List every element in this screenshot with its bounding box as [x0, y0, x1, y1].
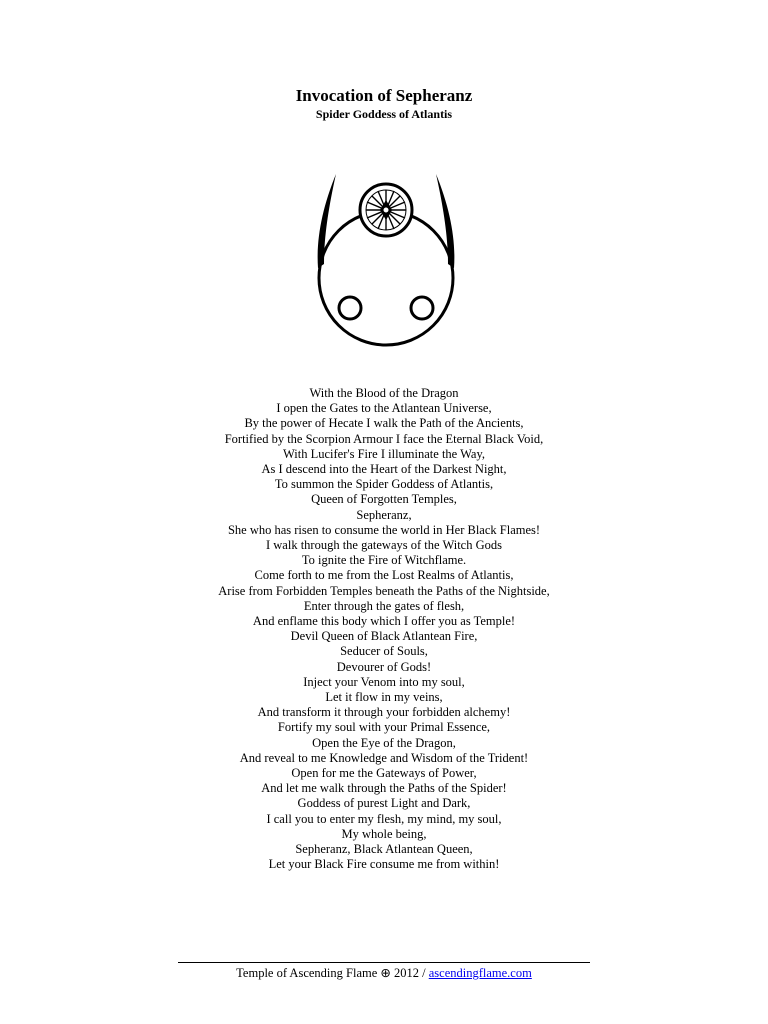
footer-symbol: ⊕ [380, 966, 391, 980]
poem-line: By the power of Hecate I walk the Path of the Ancients, [244, 416, 524, 431]
poem-line: Open the Eye of the Dragon, [312, 735, 456, 750]
poem-line: Fortified by the Scorpion Armour I face the Eternal Black Void, [224, 431, 544, 446]
poem-line: Let it flow in my veins, [325, 690, 443, 705]
sepheranz-sigil-icon [306, 168, 466, 348]
poem-line: With the Blood of the Dragon [309, 386, 459, 400]
poem-line: I walk through the gateways of the Witch Gods [265, 538, 503, 553]
poem-line: Enter through the gates of flesh, [303, 598, 465, 613]
footer-org: Temple of Ascending Flame [236, 966, 378, 980]
poem-line: And enflame this body which I offer you as Temple! [252, 614, 516, 629]
poem-line: And transform it through your forbidden alchemy! [257, 705, 511, 720]
poem-line: Devil Queen of Black Atlantean Fire, [290, 629, 478, 644]
page-title: Invocation of Sepheranz [295, 86, 473, 105]
poem-line: Seducer of Souls, [340, 644, 428, 659]
poem-line: To ignite the Fire of Witchflame. [301, 553, 467, 568]
invocation-text [0, 386, 768, 873]
poem-line: Queen of Forgotten Temples, [311, 492, 457, 507]
poem-line: Come forth to me from the Lost Realms of Atlantis, [254, 568, 514, 583]
poem-line: As I descend into the Heart of the Darkest Night, [261, 462, 507, 477]
poem-line: She who has risen to consume the world in Her Black Flames! [227, 522, 541, 537]
poem-line: Sepheranz, Black Atlantean Queen, [295, 842, 473, 857]
poem-line: Let your Black Fire consume me from within! [268, 857, 500, 872]
poem-line: My whole being, [341, 826, 427, 841]
footer-divider [178, 962, 590, 963]
poem-line: With Lucifer's Fire I illuminate the Way, [282, 446, 486, 461]
page-subtitle: Spider Goddess of Atlantis [315, 107, 453, 121]
poem-line: Sepheranz, [356, 507, 412, 522]
poem-line: I open the Gates to the Atlantean Universe, [276, 401, 492, 416]
poem-line: Inject your Venom into my soul, [303, 674, 465, 689]
poem-line: Open for me the Gateways of Power, [291, 766, 477, 781]
poem-line: And let me walk through the Paths of the Spider! [261, 781, 507, 796]
poem-line: Goddess of purest Light and Dark, [297, 796, 471, 811]
footer-website-link[interactable]: ascendingflame.com [428, 966, 532, 980]
poem-line: Devourer of Gods! [336, 659, 432, 674]
footer [0, 965, 768, 981]
poem-line: Arise from Forbidden Temples beneath the Paths of the Nightside, [218, 583, 550, 598]
footer-year: 2012 / [390, 966, 429, 980]
poem-line: And reveal to me Knowledge and Wisdom of the Trident! [239, 750, 529, 765]
poem-line: Fortify my soul with your Primal Essence, [277, 720, 491, 735]
poem-line: I call you to enter my flesh, my mind, my soul, [266, 811, 502, 826]
poem-line: To summon the Spider Goddess of Atlantis, [274, 477, 494, 492]
